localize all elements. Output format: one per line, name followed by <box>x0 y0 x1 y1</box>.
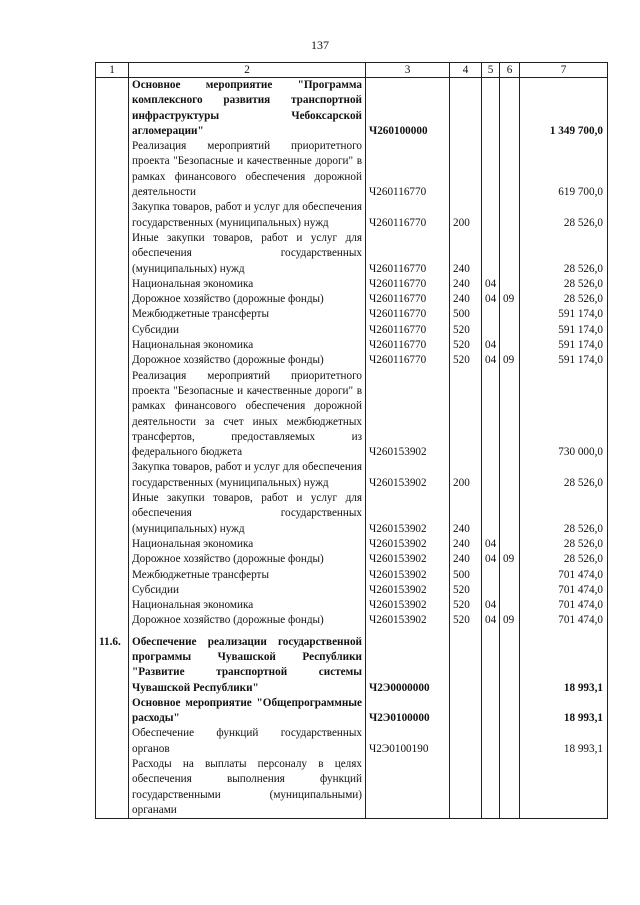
row-name: Межбюджетные трансферты <box>129 307 366 322</box>
row-code: Ч260153902 <box>366 552 450 567</box>
row-section <box>482 139 500 200</box>
row-section <box>482 757 500 819</box>
row-number <box>96 552 129 567</box>
row-section <box>482 231 500 277</box>
header-cell-1: 1 <box>96 63 129 78</box>
row-number <box>96 369 129 461</box>
row-amount: 28 526,0 <box>520 292 608 307</box>
row-code: Ч260153902 <box>366 460 450 491</box>
row-section: 04 <box>482 277 500 292</box>
row-name: Национальная экономика <box>129 598 366 613</box>
row-number <box>96 613 129 628</box>
row-name: Иные закупки товаров, работ и услуг для обеспечения государственных (муниципальных) нужд <box>129 231 366 277</box>
row-number <box>96 338 129 353</box>
row-subsection <box>500 568 520 583</box>
row-subsection: 09 <box>500 353 520 368</box>
row-expense-type <box>450 78 482 140</box>
row-code: Ч260116770 <box>366 338 450 353</box>
row-name: Национальная экономика <box>129 277 366 292</box>
row-name: Расходы на выплаты персоналу в целях обеспечения выполнения функций государственными (муниципальными) органами <box>129 757 366 819</box>
table-body <box>96 78 608 819</box>
table-row <box>96 568 608 583</box>
row-amount: 701 474,0 <box>520 598 608 613</box>
row-code: Ч260116770 <box>366 353 450 368</box>
table-row <box>96 369 608 461</box>
row-number <box>96 307 129 322</box>
table-row <box>96 552 608 567</box>
row-name: Обеспечение реализации государственной программы Чувашской Республики "Развитие транспортной системы Чувашской Республики" <box>129 635 366 696</box>
header-cell-4: 4 <box>450 63 482 78</box>
row-amount: 18 993,1 <box>520 696 608 727</box>
row-number <box>96 583 129 598</box>
table-row <box>96 537 608 552</box>
budget-table <box>95 62 608 819</box>
row-amount: 28 526,0 <box>520 491 608 537</box>
row-code: Ч260153902 <box>366 583 450 598</box>
table-row <box>96 598 608 613</box>
row-amount <box>520 757 608 819</box>
row-section <box>482 696 500 727</box>
row-amount: 18 993,1 <box>520 635 608 696</box>
row-section: 04 <box>482 552 500 567</box>
row-expense-type <box>450 139 482 200</box>
row-code: Ч260116770 <box>366 200 450 231</box>
row-amount: 701 474,0 <box>520 568 608 583</box>
row-name: Дорожное хозяйство (дорожные фонды) <box>129 613 366 628</box>
row-subsection <box>500 460 520 491</box>
row-number <box>96 292 129 307</box>
row-subsection <box>500 200 520 231</box>
table-row <box>96 323 608 338</box>
row-number: 11.6. <box>96 635 129 696</box>
row-subsection <box>500 491 520 537</box>
row-code: Ч2Э0100000 <box>366 696 450 727</box>
row-amount: 28 526,0 <box>520 552 608 567</box>
row-section: 04 <box>482 353 500 368</box>
row-section: 04 <box>482 338 500 353</box>
table-row <box>96 696 608 727</box>
row-section <box>482 568 500 583</box>
row-amount: 28 526,0 <box>520 200 608 231</box>
row-expense-type <box>450 369 482 461</box>
row-expense-type: 520 <box>450 583 482 598</box>
row-amount: 591 174,0 <box>520 338 608 353</box>
row-name: Дорожное хозяйство (дорожные фонды) <box>129 353 366 368</box>
row-number <box>96 78 129 140</box>
row-section: 04 <box>482 598 500 613</box>
row-subsection: 09 <box>500 552 520 567</box>
row-section: 04 <box>482 613 500 628</box>
row-name: Субсидии <box>129 583 366 598</box>
header-cell-2: 2 <box>129 63 366 78</box>
row-subsection <box>500 231 520 277</box>
row-amount: 619 700,0 <box>520 139 608 200</box>
table-row <box>96 491 608 537</box>
header-cell-7: 7 <box>520 63 608 78</box>
row-expense-type: 200 <box>450 460 482 491</box>
row-amount: 591 174,0 <box>520 353 608 368</box>
row-code <box>366 757 450 819</box>
row-code: Ч260100000 <box>366 78 450 140</box>
row-name: Межбюджетные трансферты <box>129 568 366 583</box>
row-code: Ч260116770 <box>366 231 450 277</box>
row-code: Ч260153902 <box>366 568 450 583</box>
row-subsection <box>500 635 520 696</box>
row-name: Основное мероприятие "Общепрограммные расходы" <box>129 696 366 727</box>
row-code: Ч260116770 <box>366 139 450 200</box>
row-number <box>96 537 129 552</box>
row-section <box>482 460 500 491</box>
row-number <box>96 139 129 200</box>
row-number <box>96 200 129 231</box>
row-name: Закупка товаров, работ и услуг для обеспечения государственных (муниципальных) нужд <box>129 460 366 491</box>
table-row <box>96 613 608 628</box>
table-row <box>96 635 608 696</box>
row-code: Ч260116770 <box>366 277 450 292</box>
table-row <box>96 338 608 353</box>
row-name: Национальная экономика <box>129 338 366 353</box>
row-name: Реализация мероприятий приоритетного проекта "Безопасные и качественные дороги" в рамках финансового обеспечения дорожной деятельности за счет иных межбюджетных трансфертов, предоставляемых из федерального бюджета <box>129 369 366 461</box>
row-subsection: 09 <box>500 613 520 628</box>
row-expense-type: 520 <box>450 613 482 628</box>
row-expense-type: 200 <box>450 200 482 231</box>
row-code: Ч260153902 <box>366 613 450 628</box>
row-subsection <box>500 583 520 598</box>
row-amount: 28 526,0 <box>520 537 608 552</box>
row-subsection <box>500 277 520 292</box>
row-section <box>482 635 500 696</box>
row-expense-type: 240 <box>450 292 482 307</box>
row-amount: 18 993,1 <box>520 726 608 757</box>
row-section <box>482 491 500 537</box>
row-amount: 1 349 700,0 <box>520 78 608 140</box>
row-section <box>482 78 500 140</box>
row-expense-type: 240 <box>450 491 482 537</box>
row-code: Ч260153902 <box>366 491 450 537</box>
row-number <box>96 231 129 277</box>
row-name: Иные закупки товаров, работ и услуг для обеспечения государственных (муниципальных) нужд <box>129 491 366 537</box>
row-subsection <box>500 537 520 552</box>
row-expense-type <box>450 726 482 757</box>
row-code: Ч260116770 <box>366 307 450 322</box>
table-row <box>96 292 608 307</box>
row-section: 04 <box>482 537 500 552</box>
row-expense-type: 500 <box>450 307 482 322</box>
table-row <box>96 726 608 757</box>
row-expense-type: 520 <box>450 353 482 368</box>
header-cell-6: 6 <box>500 63 520 78</box>
row-expense-type: 240 <box>450 552 482 567</box>
row-number <box>96 491 129 537</box>
row-expense-type: 520 <box>450 338 482 353</box>
row-code: Ч260153902 <box>366 598 450 613</box>
row-number <box>96 353 129 368</box>
row-section <box>482 323 500 338</box>
row-expense-type <box>450 696 482 727</box>
row-subsection: 09 <box>500 292 520 307</box>
row-name: Дорожное хозяйство (дорожные фонды) <box>129 552 366 567</box>
row-code: Ч260116770 <box>366 292 450 307</box>
row-code: Ч260153902 <box>366 369 450 461</box>
row-expense-type: 500 <box>450 568 482 583</box>
row-code: Ч260153902 <box>366 537 450 552</box>
row-subsection <box>500 139 520 200</box>
row-number <box>96 757 129 819</box>
row-expense-type: 520 <box>450 598 482 613</box>
row-amount: 591 174,0 <box>520 307 608 322</box>
table-row <box>96 757 608 819</box>
row-code: Ч2Э0100190 <box>366 726 450 757</box>
row-name: Национальная экономика <box>129 537 366 552</box>
row-amount: 28 526,0 <box>520 231 608 277</box>
row-name: Субсидии <box>129 323 366 338</box>
row-name: Основное мероприятие "Программа комплексного развития транспортной инфраструктуры Чебоксарской агломерации" <box>129 78 366 140</box>
row-amount: 701 474,0 <box>520 583 608 598</box>
row-number <box>96 726 129 757</box>
row-expense-type: 240 <box>450 277 482 292</box>
table-row <box>96 277 608 292</box>
row-name: Дорожное хозяйство (дорожные фонды) <box>129 292 366 307</box>
page-number: 137 <box>311 38 329 52</box>
table-row <box>96 231 608 277</box>
row-amount: 701 474,0 <box>520 613 608 628</box>
row-expense-type <box>450 757 482 819</box>
table-row <box>96 307 608 322</box>
row-subsection <box>500 696 520 727</box>
table-row <box>96 583 608 598</box>
row-section: 04 <box>482 292 500 307</box>
row-section <box>482 583 500 598</box>
row-amount: 730 000,0 <box>520 369 608 461</box>
row-name: Обеспечение функций государственных органов <box>129 726 366 757</box>
header-cell-5: 5 <box>482 63 500 78</box>
row-amount: 28 526,0 <box>520 277 608 292</box>
table-row <box>96 78 608 140</box>
table-row <box>96 460 608 491</box>
table-header-row <box>96 63 608 78</box>
row-name: Реализация мероприятий приоритетного проекта "Безопасные и качественные дороги" в рамках финансового обеспечения дорожной деятельности <box>129 139 366 200</box>
row-number <box>96 598 129 613</box>
row-subsection <box>500 726 520 757</box>
row-subsection <box>500 757 520 819</box>
header-cell-3: 3 <box>366 63 450 78</box>
row-expense-type <box>450 635 482 696</box>
row-section <box>482 200 500 231</box>
row-code: Ч2Э0000000 <box>366 635 450 696</box>
row-number <box>96 696 129 727</box>
row-number <box>96 460 129 491</box>
row-expense-type: 520 <box>450 323 482 338</box>
row-section <box>482 726 500 757</box>
row-subsection <box>500 369 520 461</box>
row-expense-type: 240 <box>450 231 482 277</box>
row-subsection <box>500 323 520 338</box>
row-amount: 591 174,0 <box>520 323 608 338</box>
table-row <box>96 139 608 200</box>
row-expense-type: 240 <box>450 537 482 552</box>
row-subsection <box>500 307 520 322</box>
row-section <box>482 369 500 461</box>
row-subsection <box>500 598 520 613</box>
row-number <box>96 323 129 338</box>
row-number <box>96 277 129 292</box>
row-code: Ч260116770 <box>366 323 450 338</box>
row-section <box>482 307 500 322</box>
row-number <box>96 568 129 583</box>
row-name: Закупка товаров, работ и услуг для обеспечения государственных (муниципальных) нужд <box>129 200 366 231</box>
table-row <box>96 200 608 231</box>
row-amount: 28 526,0 <box>520 460 608 491</box>
row-subsection <box>500 338 520 353</box>
row-subsection <box>500 78 520 140</box>
table-row <box>96 353 608 368</box>
